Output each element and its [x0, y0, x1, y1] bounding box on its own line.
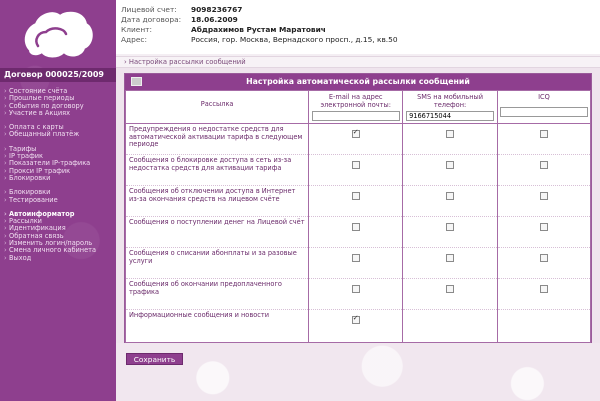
- sidebar-item-label: Автоинформатор: [9, 209, 75, 218]
- bullet-icon: ›: [4, 166, 7, 175]
- table-row: [126, 186, 591, 217]
- row-label: Сообщения об отключении доступа в Интернет из-за окончания средств на лицевом счёте: [126, 186, 309, 217]
- client-label: Клиент:: [121, 24, 152, 34]
- sidebar-item-label: Тарифы: [9, 144, 37, 153]
- bullet-icon: ›: [4, 253, 7, 262]
- bullet-icon: ›: [4, 231, 7, 240]
- sidebar-item-label: Состояние счёта: [9, 87, 68, 95]
- bullet-icon: ›: [4, 87, 7, 95]
- email-checkbox[interactable]: [352, 223, 360, 231]
- sidebar-menu: [4, 88, 114, 262]
- sms-checkbox[interactable]: [446, 223, 454, 231]
- sms-cell: [403, 124, 498, 155]
- icq-field[interactable]: [500, 107, 588, 117]
- email-field[interactable]: [312, 111, 400, 121]
- email-checkbox[interactable]: [352, 192, 360, 200]
- column-mailing: Рассылка: [126, 91, 309, 124]
- bullet-icon: ›: [4, 108, 7, 117]
- sidebar-item-label: Участие в Акциях: [9, 108, 70, 117]
- row-label: Сообщения об окончании предоплаченного трафика: [126, 279, 309, 310]
- sidebar-item-label: Идентификация: [9, 224, 66, 233]
- date-value: 18.06.2009: [191, 14, 238, 24]
- sidebar-item-label: События по договору: [9, 101, 84, 110]
- row-label: Сообщения о блокировке доступа в сеть из-за недостатка средств для активации тарифа: [126, 155, 309, 186]
- sms-cell: [403, 310, 498, 343]
- icq-cell: [497, 155, 590, 186]
- sidebar-item[interactable]: [4, 110, 114, 117]
- sidebar-item-label: Блокировки: [9, 188, 51, 197]
- email-checkbox[interactable]: [352, 285, 360, 293]
- table-row: [126, 248, 591, 279]
- sms-phone-field[interactable]: [406, 111, 494, 121]
- sidebar-item-label: Рассылки: [9, 217, 42, 226]
- sidebar-item-label: IP трафик: [9, 152, 43, 161]
- account-label: Лицевой счет:: [121, 4, 177, 14]
- panel-title: [125, 74, 591, 90]
- icq-checkbox[interactable]: [540, 254, 548, 262]
- sidebar-item-label: Изменить логин/пароль: [9, 239, 93, 248]
- bullet-icon: ›: [4, 130, 7, 139]
- email-cell: [309, 279, 403, 310]
- bullet-icon: ›: [4, 195, 7, 204]
- breadcrumb-current: Настройка рассылки сообщений: [128, 58, 246, 66]
- sidebar-item[interactable]: [4, 175, 114, 182]
- column-icq: ICQ: [497, 91, 590, 124]
- sms-checkbox[interactable]: [446, 161, 454, 169]
- row-label: Предупреждения о недостатке средств для автоматической активации тарифа в следующем периоде: [126, 124, 309, 155]
- bullet-icon: ›: [4, 159, 7, 168]
- icq-cell: [497, 186, 590, 217]
- column-sms: SMS на мобильный телефон: 9166715044: [403, 91, 498, 124]
- sidebar-item-label: Оплата с карты: [9, 123, 64, 132]
- bullet-icon: ›: [4, 217, 7, 226]
- sms-cell: [403, 279, 498, 310]
- bullet-icon: ›: [4, 94, 7, 103]
- bullet-icon: ›: [4, 246, 7, 255]
- panel-pin-icon: [131, 77, 142, 86]
- sidebar-item-label: Блокировки: [9, 173, 51, 182]
- icq-cell: [497, 217, 590, 248]
- decorative-background: [116, 343, 600, 401]
- bullet-icon: ›: [4, 209, 7, 218]
- sms-cell: [403, 217, 498, 248]
- bullet-icon: ›: [4, 101, 7, 110]
- email-cell: [309, 310, 403, 343]
- icq-cell: [497, 279, 590, 310]
- sidebar-item[interactable]: [4, 197, 114, 204]
- icq-cell: [497, 310, 590, 343]
- sms-checkbox[interactable]: [446, 192, 454, 200]
- sms-checkbox[interactable]: [446, 254, 454, 262]
- email-cell: [309, 124, 403, 155]
- bullet-icon: ›: [4, 239, 7, 248]
- sidebar-item-label: Тестирование: [9, 195, 58, 204]
- sidebar: [0, 0, 116, 401]
- icq-checkbox[interactable]: [540, 285, 548, 293]
- icq-checkbox[interactable]: [540, 223, 548, 231]
- email-cell: [309, 248, 403, 279]
- address-value: Россия, гор. Москва, Вернадского просп., д.15, кв.50: [191, 34, 398, 44]
- email-cell: [309, 155, 403, 186]
- bullet-icon: ›: [4, 173, 7, 182]
- contract-label: Договор 000025/2009: [0, 68, 116, 82]
- email-checkbox[interactable]: [352, 316, 360, 324]
- logo-icon: [18, 6, 98, 62]
- address-label: Адрес:: [121, 34, 147, 44]
- column-email: E-mail на адрес электронной почты:: [309, 91, 403, 124]
- sidebar-item[interactable]: [4, 255, 114, 262]
- email-checkbox[interactable]: [352, 130, 360, 138]
- sms-cell: [403, 186, 498, 217]
- subscription-table: [125, 90, 591, 343]
- sidebar-item-label: Прокси IP трафик: [9, 166, 71, 175]
- sms-cell: [403, 248, 498, 279]
- icq-checkbox[interactable]: [540, 161, 548, 169]
- account-value: 9098236767: [191, 4, 243, 14]
- sidebar-item-label: Обратная связь: [9, 231, 64, 240]
- icq-checkbox[interactable]: [540, 192, 548, 200]
- email-checkbox[interactable]: [352, 161, 360, 169]
- sidebar-item[interactable]: [4, 131, 114, 138]
- account-header: [116, 0, 600, 54]
- table-row: [126, 155, 591, 186]
- table-row: [126, 279, 591, 310]
- date-label: Дата договора:: [121, 14, 182, 24]
- bullet-icon: ›: [4, 188, 7, 197]
- row-label: Сообщения о поступлении денег на Лицевой счёт: [126, 217, 309, 248]
- bullet-icon: ›: [4, 224, 7, 233]
- sidebar-item-label: Прошлые периоды: [9, 94, 75, 103]
- table-row: [126, 124, 591, 155]
- sms-cell: [403, 155, 498, 186]
- table-row: [126, 310, 591, 343]
- breadcrumb: [116, 56, 600, 68]
- panel-title-text: Настройка автоматической рассылки сообщений: [246, 77, 470, 86]
- sidebar-item-label: Обещанный платёж: [9, 130, 80, 139]
- client-value: Абдрахимов Рустам Маратович: [191, 24, 326, 34]
- row-label: Информационные сообщения и новости: [126, 310, 309, 343]
- email-cell: [309, 217, 403, 248]
- sms-checkbox[interactable]: [446, 285, 454, 293]
- save-button[interactable]: Сохранить: [126, 353, 183, 365]
- sms-checkbox[interactable]: [446, 130, 454, 138]
- bullet-icon: ›: [4, 152, 7, 161]
- sidebar-item-label: Показатели IP-трафика: [9, 159, 91, 168]
- icq-cell: [497, 124, 590, 155]
- bullet-icon: ›: [4, 123, 7, 132]
- email-checkbox[interactable]: [352, 254, 360, 262]
- sidebar-item-label: Выход: [9, 253, 32, 262]
- table-row: [126, 217, 591, 248]
- icq-cell: [497, 248, 590, 279]
- breadcrumb-arrow-icon: ›: [124, 58, 127, 66]
- row-label: Сообщения о списании абонплаты и за разовые услуги: [126, 248, 309, 279]
- bullet-icon: ›: [4, 144, 7, 153]
- icq-checkbox[interactable]: [540, 130, 548, 138]
- settings-panel: [124, 73, 592, 343]
- sidebar-item-label: Смена личного кабинета: [9, 246, 97, 255]
- email-cell: [309, 186, 403, 217]
- logo: [0, 0, 116, 68]
